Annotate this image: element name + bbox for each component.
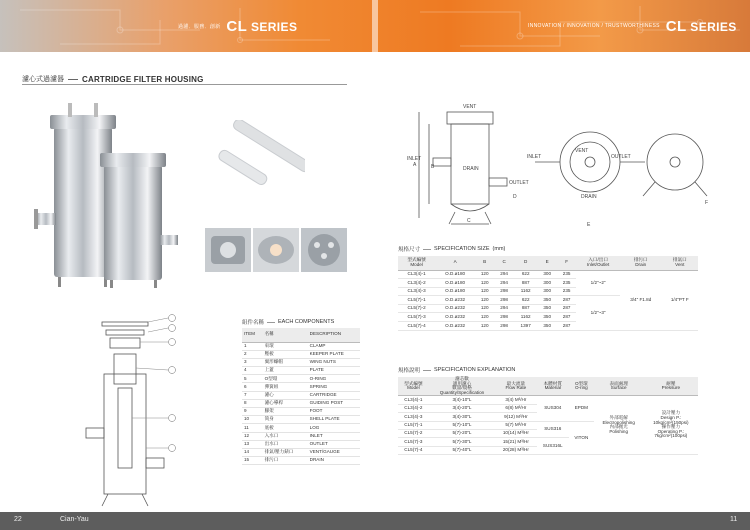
expl-oring-epdm: EPDM [569,396,594,421]
table-row [242,408,360,416]
expl-col-line: 數量/規格 [452,385,472,391]
item-number: 10 [242,416,263,424]
spec-cell: 1162 [514,287,538,296]
item-name-zh: 腳架 [263,408,308,416]
expl-cell: 9(12) M³/Hr [495,413,536,421]
spec-cell: 298 [494,322,513,331]
expl-col-line: 濾芯數 [455,376,469,381]
expl-cell: 15(21) M³/Hr [495,438,536,446]
spec-cell: 120 [475,270,494,279]
item-number: 1 [242,342,263,350]
dim-b: B [431,164,435,170]
components-table [242,328,360,465]
item-number: 11 [242,424,263,432]
expl-col-line: O型環 [574,380,588,386]
company-name: Cian-Yau [60,516,89,523]
table-row [398,270,698,279]
expl-pressure-line: Design P.: [660,415,682,421]
item-name-zh: 彈簧組 [263,383,308,391]
spec-cell: 287 [557,322,576,331]
expl-col-line: 型式編號 [404,380,423,386]
spec-col [475,256,494,270]
spec-cell: 300 [538,279,557,288]
item-description: KEEPER PLATE [308,350,360,358]
label-outlet-top: OUTLET [611,154,631,160]
components-col-item: ITEM [242,328,263,342]
spec-cell: 294 [494,304,513,313]
spec-cell: 120 [475,296,494,305]
item-name-zh: 排氣/壓力錶口 [263,448,308,456]
spec-inlet-a: 1/2"~2" [576,270,620,296]
spec-col [538,256,557,270]
spec-col-line: 排污口 [633,257,648,263]
expl-pressure-line: 7kg/cm²(100psi) [654,433,688,439]
expl-table [398,377,698,455]
dim-d: D [513,194,517,200]
item-number: 14 [242,448,263,456]
spec-col [557,256,576,270]
spec-cell: 1162 [514,313,538,322]
label-vent-top: VENT [575,148,589,154]
item-number: 8 [242,399,263,407]
spec-cell: 294 [494,270,513,279]
expl-pressure-line: 操作壓力 [661,424,681,430]
technical-drawing [405,100,745,230]
expl-cell: 5(7) M³/Hr [495,421,536,429]
page-number-right: 11 [730,516,738,523]
expl-col [594,377,644,396]
expl-heading: 規格說明 SPECIFICATION EXPLANATION [398,367,516,374]
dim-f: F [705,200,709,206]
item-description: PLATE [308,367,360,375]
spec-cell: 235 [557,287,576,296]
table-row [242,342,360,350]
item-number: 15 [242,457,263,465]
table-row [242,432,360,440]
expl-col-line: 適用濾心 [452,380,472,386]
expl-col [644,377,698,396]
spec-col [620,256,662,270]
title-en: CARTRIDGE FILTER HOUSING [82,74,204,84]
item-description: WING NUTS [308,358,360,366]
spec-cell: CL5(7)-3 [398,313,435,322]
components-heading: 組件名稱 EACH COMPONENTS [242,319,335,326]
spec-col-line: E [545,259,549,265]
item-description: SHELL PLATE [308,416,360,424]
item-description: DRAIN [308,457,360,465]
spec-table [398,256,698,331]
expl-col-line: Pressure [661,385,681,391]
spec-drain: 3/4" F1.8d [620,270,662,330]
item-description: FOOT [308,408,360,416]
title-rule [22,84,347,85]
expl-surface-line: Electropolishing [602,419,635,425]
spec-cell: 300 [538,287,557,296]
spec-col [662,256,698,270]
table-row [242,375,360,383]
expl-col-line: 本體材質 [543,380,562,386]
spec-cell: O.D.ø180 [435,279,475,288]
spec-col-line: 排氣口 [672,257,687,263]
spec-cell: O.D.ø232 [435,304,475,313]
expl-col-line: 表面處理 [609,380,628,386]
outlet-pipe [160,235,178,245]
expl-col [398,377,429,396]
spec-col [514,256,538,270]
expl-col-line: Model [407,385,420,391]
expl-cell: CL5(7)-4 [398,446,429,454]
spec-cell: 287 [557,313,576,322]
spec-cell: 1397 [514,322,538,331]
expl-oring-viton: VITON [569,421,594,455]
expl-cell: 6(8) M³/Hr [495,404,536,412]
item-name-zh: 壓板 [263,350,308,358]
spec-cell: 622 [514,296,538,305]
expl-cell: 5(7)-30"L [429,438,496,446]
expl-material: SUS316L [537,438,570,455]
spec-cell: 235 [557,279,576,288]
expl-col-line: Flow Rate [505,385,527,391]
spec-cell: 350 [538,296,557,305]
spec-cell: 298 [494,296,513,305]
item-description: CARTRIDGE [308,391,360,399]
page-number-left: 22 [14,516,22,523]
table-row [242,367,360,375]
spec-cell: CL3(4)-1 [398,270,435,279]
header-left-tag: 過濾．服務．創新 [178,23,221,30]
detail-photos [205,228,347,272]
spec-col-line: B [483,259,487,265]
cartridge-short [217,148,269,186]
expl-surface-line: 內部拋光 [609,424,628,430]
expl-cell: 20(28) M³/Hr [495,446,536,454]
series-label-right: CL SERIES [665,17,737,35]
item-name-zh: 束環 [263,342,308,350]
expl-pressure-line: Operating P.: [657,428,685,434]
spec-cell: 235 [557,270,576,279]
spec-col-line: Vent [675,261,685,267]
header-right-tag: INNOVATION / INNOVATION / TRUSTWORTHINESS [528,23,660,29]
expl-col [495,377,536,396]
spec-col-line: D [524,259,528,265]
expl-cell: 3(4)-10"L [429,396,496,404]
spec-cell: CL5(7)-1 [398,296,435,305]
dim-c: C [467,218,471,224]
spec-cell: CL5(7)-2 [398,304,435,313]
expl-cell: 10(14) M³/Hr [495,429,536,437]
spec-vent: 1/4"PT F [662,270,698,330]
title-divider [68,79,78,80]
components-col-name: 名稱 [263,328,308,342]
item-number: 6 [242,383,263,391]
item-description: SPRING [308,383,360,391]
housing-large-lid [50,115,116,129]
page-title [22,74,204,84]
spec-cell: 300 [538,270,557,279]
item-name-zh: 上蓋 [263,367,308,375]
item-description: LOG [308,424,360,432]
spec-col [576,256,620,270]
drawing-lid [447,112,493,124]
page-spine [372,0,378,52]
spec-cell: 298 [494,287,513,296]
table-row [242,424,360,432]
label-drain: DRAIN [463,166,479,172]
expl-col-line: Quantity/Specification [439,389,485,395]
expl-cell: 3(4)-30"L [429,413,496,421]
expl-pressure-line: 10kg/cm²(150psi) [653,419,689,425]
spec-cell: 887 [514,304,538,313]
expl-cell: 5(7)-40"L [429,446,496,454]
spec-cell: O.D.ø232 [435,322,475,331]
spec-heading: 規格尺寸 SPECIFICATION SIZE (mm) [398,246,506,253]
expl-cell: 3(4)-20"L [429,404,496,412]
table-row [242,350,360,358]
expl-cell: CL3(4)-1 [398,396,429,404]
item-description: CLAMP [308,342,360,350]
expl-cell: CL5(7)-3 [398,438,429,446]
item-number: 9 [242,408,263,416]
table-row [242,416,360,424]
item-number: 4 [242,367,263,375]
item-number: 13 [242,440,263,448]
exploded-drawing [80,308,190,508]
label-drain-top: DRAIN [581,194,597,200]
item-description: GUIDING POST [308,399,360,407]
label-inlet-top: INLET [527,154,542,160]
header-band [0,0,750,52]
table-row [242,399,360,407]
item-name-zh: O型環 [263,375,308,383]
table-row [398,396,698,404]
spec-cell: 350 [538,313,557,322]
housing-photo [32,95,182,290]
spec-cell: 294 [494,279,513,288]
spec-col-line: C [502,259,506,265]
spec-cell: 622 [514,270,538,279]
dim-e: E [587,222,591,228]
spec-cell: 287 [557,304,576,313]
table-row [242,440,360,448]
item-name-zh: 翼形螺帽 [263,358,308,366]
item-number: 7 [242,391,263,399]
series-label-left: CL SERIES [226,17,298,35]
spec-cell: CL3(4)-2 [398,279,435,288]
item-number: 2 [242,350,263,358]
drawing-shell [451,124,489,204]
spec-inlet-b: 1/2"~3" [576,296,620,330]
components-col-desc: DESCRIPTION [308,328,360,342]
table-row [242,391,360,399]
item-name-zh: 筒身 [263,416,308,424]
spec-col [398,256,435,270]
expl-col [429,377,496,396]
expl-pressure [644,396,698,455]
expl-cell: CL3(4)-2 [398,404,429,412]
spec-cell: 298 [494,313,513,322]
item-name-zh: 濾心 [263,391,308,399]
spec-col-line: 型式編號 [407,257,426,263]
expl-cell: 3(4) M³/Hr [495,396,536,404]
housing-small-lid [100,153,166,167]
expl-col-line: 最大流量 [506,380,526,386]
inlet-pipe [36,213,56,225]
expl-col [537,377,570,396]
table-row [242,448,360,456]
spec-col-line: Model [410,261,423,267]
item-name-zh: 排污口 [263,457,308,465]
spec-cell: CL3(4)-3 [398,287,435,296]
spec-cell: 120 [475,304,494,313]
expl-surface [594,396,644,455]
drawing-flange-view [647,134,703,190]
spec-cell: 887 [514,279,538,288]
table-row [242,358,360,366]
expl-surface-line: 外部電解 [609,415,628,421]
expl-cell: CL3(4)-3 [398,413,429,421]
expl-surface-line: Polishing [609,428,629,434]
expl-material: SUS304 [537,396,570,421]
spec-cell: O.D.ø232 [435,313,475,322]
table-row [242,457,360,465]
expl-col-line: Material [544,385,561,391]
item-number: 3 [242,358,263,366]
item-number: 5 [242,375,263,383]
housing-large [54,127,112,277]
expl-cell: 5(7)-10"L [429,421,496,429]
item-name-zh: 濾心導桿 [263,399,308,407]
spec-cell: 350 [538,304,557,313]
spec-cell: 120 [475,313,494,322]
spec-col-line: Inlet/Outlet [587,261,610,267]
drawing-top-view [560,132,620,192]
label-vent: VENT [463,104,477,110]
item-description: INLET [308,432,360,440]
footer [0,512,750,530]
expl-cell: 5(7)-20"L [429,429,496,437]
dim-a: A [413,162,417,168]
title-zh: 濾心式過濾器 [22,76,64,83]
spec-cell: 120 [475,279,494,288]
spec-cell: 120 [475,287,494,296]
item-description: OUTLET [308,440,360,448]
spec-col-line: A [453,259,457,265]
item-name-zh: 入水口 [263,432,308,440]
spec-cell: O.D.ø180 [435,287,475,296]
label-inlet: INLET [407,156,422,162]
table-row [242,383,360,391]
spec-col [494,256,513,270]
item-number: 12 [242,432,263,440]
expl-pressure-line: 設計壓力 [661,410,681,416]
spec-cell: 120 [475,322,494,331]
spec-cell: 287 [557,296,576,305]
expl-col [569,377,594,396]
expl-col-line: Surface [610,385,627,391]
spec-col-line: F [565,259,569,265]
spec-col-line: 入口/出口 [588,257,608,263]
item-name-zh: 出水口 [263,440,308,448]
spec-cell: O.D.ø232 [435,296,475,305]
expl-material: SUS316 [537,421,570,438]
expl-cell: CL5(7)-2 [398,429,429,437]
expl-col-line: 耐壓 [666,380,676,386]
spec-cell: 350 [538,322,557,331]
spec-col [435,256,475,270]
item-name-zh: 底板 [263,424,308,432]
expl-col-line: O-ring [574,385,588,391]
item-description: O-RING [308,375,360,383]
spec-cell: O.D.ø180 [435,270,475,279]
expl-cell: CL5(7)-1 [398,421,429,429]
item-description: VENT/GAUGE [308,448,360,456]
spec-col-line: Drain [635,261,647,267]
cartridges-photo [205,120,305,210]
housing-small [104,165,162,280]
spec-cell: CL5(7)-4 [398,322,435,331]
label-outlet: OUTLET [509,180,529,186]
